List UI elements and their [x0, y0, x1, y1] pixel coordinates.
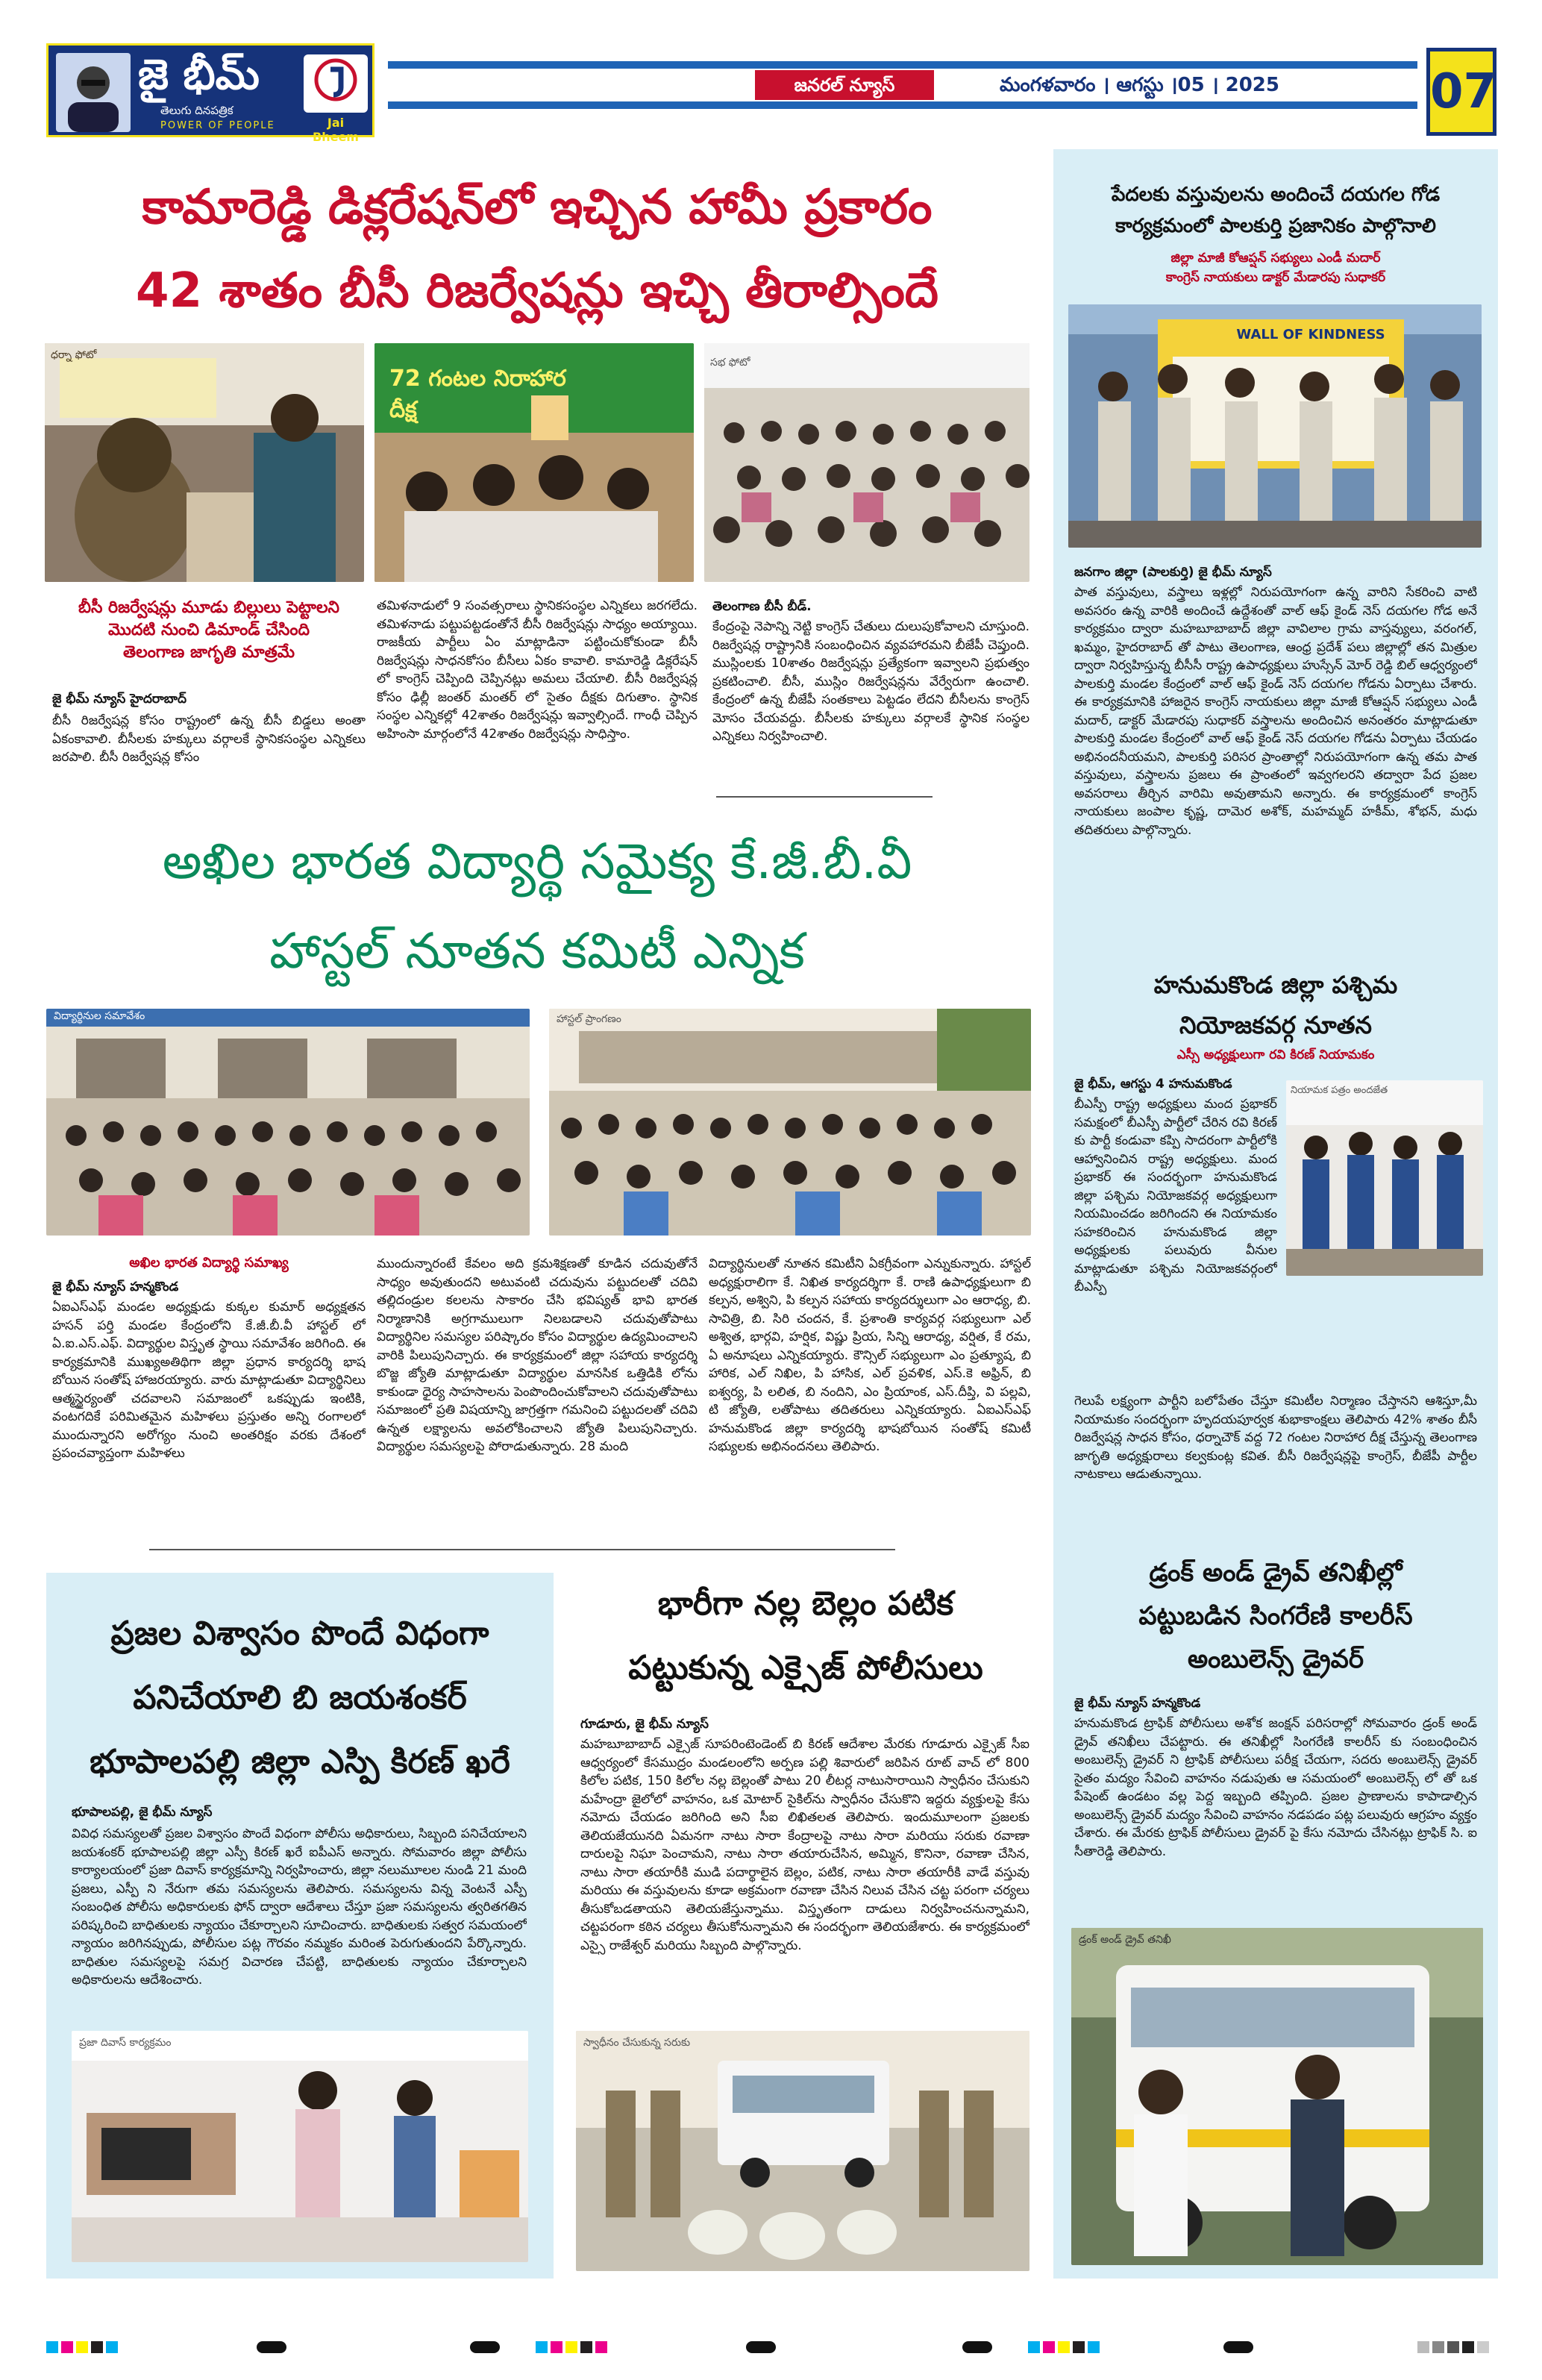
- lead-column-1: బీసీ రిజర్వేషన్ల కోసం రాష్ట్రంలో ఉన్న బీసీ బిడ్డలు అంతా ఏకంకావాలి. బీసీలకు హక్కులు వర్గాలకే స్థానికసంస్థల ఎన్నికలు జరపాలి. బీసీ రిజర్వేషన్ల కోసం: [52, 713, 366, 765]
- sp-photo: [72, 2031, 528, 2262]
- ambedkar-portrait-icon: [56, 53, 131, 132]
- issue-date: మంగళవారం । ఆగస్టు ।05 । 2025: [1000, 74, 1279, 96]
- right-story2-headline-a: హనుమకొండ జిల్లా పశ్చిమ: [1153, 971, 1398, 999]
- page-number: 07: [1426, 48, 1496, 136]
- logo-sub: POWER OF PEOPLE: [160, 120, 275, 131]
- student-photo-2: [549, 1009, 1031, 1236]
- lead-column-3: కేంద్రంపై నెపాన్ని నెట్టి కాంగ్రెస్ చేతులు దులుపుకోవాలని చూస్తుంది. రిజర్వేషన్ల రాష్ట్రానికి సంబంధించిన వ్యవహారమని బీజేపీ చెప్తుంది. ముస్లింలకు 10శాతం రిజర్వేషన్లు ప్రత్యేకంగా ఇవ్వాలని ప్రభుత్వం ప్రకటించాలి. బీసీ, ముస్లిం రిజర్వేషన్లను వేర్వేరుగా ఉంచాలి. కేంద్రంలో ఉన్న బీజేపీ సంతకాలు పెట్టడం లేదని బీసీలను కాంగ్రెస్ మోసం చేయవద్దు. బీసీలకు హక్కులు వర్గాలకే స్థానిక సంస్థల ఎన్నికలు నిర్వహించాలి.: [712, 619, 1029, 744]
- right-story3-byline: జై భీమ్ న్యూస్ హన్మకొండ: [1074, 1696, 1201, 1711]
- lead-byline-3: తెలంగాణ బీసీ బీడ్.: [712, 599, 812, 614]
- sp-headline-line3: భూపాలపల్లి జిల్లా ఎస్పి కిరణ్ ఖరే: [90, 1743, 510, 1781]
- lead-column-2: తమిళనాడులో 9 సంవత్సరాలు స్థానికసంస్థల ఎన్నికలు జరగలేదు. తమిళనాడు పట్టుపట్టడంతోనే బీసీ రిజర్వేషన్లు సాధ్యం అయ్యాయి. రాజకీయ పార్టీలు ఏం మాట్లాడినా పట్టించుకోకుండా బీసీ రిజర్వేషన్లు సాధనకోసం బీసీలు ఏకం కావాలి. కామారెడ్డి డిక్లరేషన్ లో కాంగ్రెస్ చెప్పింది చెప్పినట్లు అమలు చేయాలి. బీసీ రిజర్వేషన్ల కోసం ఢిల్లీ జంతర్ మంతర్ లో సైతం దీక్షకు దిగుతాం. స్థానిక సంస్థల ఎన్నికల్లో 42శాతం రిజర్వేషన్లు ఇవ్వాల్సిందే. గాంధీ చెప్పిన అహింసా మార్గంలోనే 42శాతం రిజర్వేషన్లు సాధిస్తాం.: [377, 598, 698, 742]
- section-label: జనరల్ న్యూస్: [755, 70, 934, 100]
- right-story1-sub-b: కాంగ్రెస్ నాయకులు డాక్టర్ మేడారపు సుధాకర్: [1165, 270, 1386, 285]
- student-photo-1-caption: విద్యార్థినుల సమావేశం: [54, 1010, 145, 1022]
- right-story3-headline-c: అంబులెన్స్ డ్రైవర్: [1187, 1644, 1364, 1674]
- student-byline: జై భీమ్ న్యూస్ హన్మకొండ: [52, 1280, 179, 1294]
- right-story1-photo-caption: WALL OF KINDNESS: [1236, 327, 1385, 342]
- jaggery-photo-caption: స్వాధీనం చేసుకున్న సరుకు: [583, 2037, 691, 2049]
- sp-photo-caption: ప్రజా దివాస్ కార్యక్రమం: [79, 2037, 172, 2049]
- right-story1-photo: [1068, 304, 1482, 548]
- logo-block: [46, 43, 374, 144]
- student-photo-2-caption: హాస్టల్ ప్రాంగణం: [557, 1013, 621, 1025]
- logo-title: జై భీమ్: [138, 51, 260, 99]
- lead-photo-1-caption: ధర్నా ఫోటో: [51, 349, 97, 361]
- right-story2-body-a: బీఎస్పీ రాష్ట్ర అధ్యక్షులు మంద ప్రభాకర్ సమక్షంలో బీఎస్పీ పార్టీలో చేరిన రవి కిరణ్ కు పార్టీ కండువా కప్పి సాదరంగా పార్టీలోకి ఆహ్వానించిన రాష్ట్ర అధ్యక్షులు. మంద ప్రభాకర్ ఈ సందర్భంగా హనుమకొండ జిల్లా పశ్చిమ నియోజకవర్గ అధ్యక్షులుగా నియమించడం జరిగిందని ఈ నియామకం సహకరించిన హనుమకొండ జిల్లా అధ్యక్షులకు పలువురు వీనుల మాట్లాడుతూ పశ్చిమ నియోజకవర్గంలో బీఎస్పీ: [1074, 1097, 1277, 1294]
- right-story3-photo-caption: డ్రంక్ అండ్ డ్రైవ్ తనిఖీ: [1079, 1934, 1171, 1946]
- right-story1-sub-a: జిల్లా మాజీ కోఆప్షన్ సభ్యులు ఎండీ మదార్: [1170, 251, 1381, 266]
- lead-kicker: బీసీ రిజర్వేషన్లు మూడు బిల్లులు పెట్టాలని మొదటి నుంచి డిమాండ్ చేసింది తెలంగాణ జాగృతి మాత్రమే: [78, 598, 339, 662]
- lead-photo-3-caption: సభ ఫోటో: [710, 357, 750, 369]
- jai-bheem-emblem-icon: [304, 54, 368, 113]
- right-story3-body: హనుమకొండ ట్రాఫిక్ పోలీసులు అశోక జంక్షన్ పరిసరాల్లో సోమవారం డ్రంక్ అండ్ డ్రైవ్ తనిఖీలు చేపట్టారు. ఈ తనిఖీల్లో సింగరేణి కాలరీస్ కు సంబంధించిన అంబులెన్స్ డ్రైవర్ ని ట్రాఫిక్ పోలీసులు పరీక్ష చేయగా, సదరు అంబులెన్స్ డ్రైవర్ సైతం మద్యం సేవించి వాహనం నడుపుతు ఆ సమయంలో అంబులెన్స్ లో తో ఒక పేషెంట్ ఉండటం వల్ల పెద్ద ఇబ్బంది తప్పింది. ప్రజల ప్రాణాలను కాపాడాల్సిన అంబులెన్స్ డ్రైవర్ మద్యం సేవించి వాహనం నడపడం పట్ల పలువురు ఆగ్రహం వ్యక్తం చేశారు. ఈ మేరకు ట్రాఫిక్ పోలీసులు డ్రైవర్ పై కేసు నమోదు చేసినట్లు ట్రాఫిక్ సి. ఐ సీతారెడ్డి తెలిపారు.: [1074, 1716, 1477, 1859]
- logo-small: Jai Bheem: [313, 116, 359, 144]
- right-story2-body-b: గెలుపే లక్ష్యంగా పార్టీని బలోపేతం చేస్తూ కమిటీల నిర్మాణం చేస్తానని ఆశిస్తూ,మీ నియామకం సందర్భంగా హృదయపూర్వక శుభాకాంక్షలు తెలిపారు 42% శాతం బీసీ రిజర్వేషన్ల సాధన కోసం, ధర్నాచౌక్ వద్ద 72 గంటల నిరాహార దీక్ష చేస్తున్న తెలంగాణ జాగృతి అధ్యక్షురాలు కల్వకుంట్ల కవిత. బీసీ రిజర్వేషన్లపై కాంగ్రెస్, బీజేపీ పార్టీల నాటకాలు ఆడుతున్నాయి.: [1074, 1394, 1477, 1482]
- right-story3-headline-b: పట్టుబడిన సింగరేణి కాలరీస్: [1138, 1601, 1413, 1631]
- student-photo-1: [46, 1009, 530, 1236]
- sp-body: వివిధ సమస్యలతో ప్రజల విశ్వాసం పొందే విధంగా పోలీసు అధికారులు, సిబ్బంది పనిచేయాలని జయశంకర్ భూపాలపల్లి జిల్లా ఎస్పీ కిరణ్ ఖరే ఐపీఎస్ అన్నారు. సోమవారం జిల్లా పోలీసు కార్యాలయంలో ప్రజా దివాస్ కార్యక్రమాన్ని నిర్వహించారు, జిల్లా నలుమూలల నుండి 21 మంది ప్రజలు, ఎస్పీ ని నేరుగా తమ సమస్యలను తెలిపారు. సమస్యలను విన్న వెంటనే ఎస్పీ సంబంధిత పోలీసు అధికారులకు ఫోన్ ద్వారా ఆదేశాలు చేస్తూ ప్రజా సమస్యలను త్వరితగతిన పరిష్కరించి బాధితులకు న్యాయం చేకూర్చాలని సూచించారు. బాధితులకు సత్వర సమయంలో న్యాయం జరిగినప్పుడు, పోలీసుల పట్ల గౌరవం నమ్మకం మరింత పెరుగుతుందని పేర్కొన్నారు. బాధితుల సమస్యలపై సమగ్ర విచారణ చేపట్టి, బాధితులకు న్యాయం చేకూర్చాలని అధికారులను ఆదేశించారు.: [72, 1826, 527, 1988]
- lead-byline-1: జై భీమ్ న్యూస్ హైదరాబాద్: [52, 692, 187, 707]
- right-story2-photo: [1286, 1080, 1483, 1276]
- right-story3-headline-a: డ్రంక్ అండ్ డ్రైవ్ తనిఖీల్లో: [1149, 1558, 1402, 1588]
- logo-tagline: తెలుగు దినపత్రిక: [160, 104, 234, 117]
- lead-photo-1: [45, 343, 364, 582]
- jaggery-body: మహబూబాబాద్ ఎక్సైజ్ సూపరింటెండెంట్ బి కిరణ్ ఆదేశాల మేరకు గూడూరు ఎక్సైజ్ సీఐ ఆధ్వర్యంలో కేసముద్రం మండలంలోని అర్పణ పల్లి శివారులో జరిపిన రూట్ వాచ్ లో 800 కిలోల పటిక, 150 కిలోల నల్ల బెల్లంతో పాటు 20 లీటర్ల నాటుసారాయిని స్వాధీనం చేసుకుని మహేంద్రా జైలోలో వాహనం, ఒక మోటార్ సైకిల్‌ను స్వాధీనం చేసుకొని ఇద్దరు వ్యక్తులపై కేసు నమోదు చేయడం జరిగింది అని సీఐ లిఖితలత తెలిపారు. ఇందుమూలంగా ప్రజలకు తెలియజేయునది ఏమనగా నాటు సారా కేంద్రాలపై నాటు సారా మరియు సరుకు రవాణా దారులపై నిఘా పెంచామని, నాటు సారా తయారుచేసిన, అమ్మిన, కొనినా, రవాణా చేసిన, నాటు సారా తయారీకి ముడి పదార్థాలైన బెల్లం, పటిక, నాటు సారా తయారీకి వాడే వస్తువు మరియు ఈ వస్తువులను కూడా అక్రమంగా రవాణా చేసిన నిలువ చేసిన చట్ట పరంగా చర్యలు తీసుకోబడతాయని తెలియజేస్తున్నాము. విస్తృతంగా దాడులు నిర్వహించనున్నామని, చట్టపరంగా కఠిన చర్యలు తీసుకోనున్నామని ఈ సందర్భంగా తెలియజేశారు. ఈ కార్యక్రమంలో ఎస్సై రాజేశ్వర్ మరియు సిబ్బంది పాల్గొన్నారు.: [580, 1737, 1029, 1953]
- right-story1-headline: పేదలకు వస్తువులను అందించే దయగల గోడ కార్యక్రమంలో పాలకుర్తి ప్రజానికం పాల్గొనాలి: [1111, 184, 1441, 237]
- registration-marks: [0, 2328, 1542, 2365]
- student-kicker: అఖిల భారత విద్యార్థి సమాఖ్య: [129, 1255, 289, 1271]
- jaggery-photo: [576, 2031, 1029, 2271]
- right-story2-headline-b: నియోజకవర్గ నూతన: [1179, 1011, 1373, 1039]
- jaggery-byline: గూడూరు, జై భీమ్ న్యూస్: [580, 1717, 709, 1732]
- student-divider: [149, 1549, 895, 1550]
- lead-photo-2: [374, 343, 694, 582]
- sp-headline-line2: పనిచేయాలి బి జయశంకర్: [133, 1679, 467, 1717]
- student-headline-line2: హాస్టల్ నూతన కమిటీ ఎన్నిక: [269, 922, 805, 980]
- lead-headline-line2: 42 శాతం బీసీ రిజర్వేషన్లు ఇచ్చి తీరాల్సిందే: [136, 263, 938, 319]
- lead-divider: [716, 796, 933, 798]
- masthead: [0, 0, 1542, 149]
- sp-headline-line1: ప్రజల విశ్వాసం పొందే విధంగా: [110, 1615, 489, 1653]
- lead-headline-line1: కామారెడ్డి డిక్లరేషన్‌లో ఇచ్చిన హామీ ప్రకారం: [142, 180, 933, 235]
- right-story2-photo-caption: నియామక పత్రం అందజేత: [1291, 1085, 1388, 1096]
- right-story2-sub: ఎస్సీ అధ్యక్షులుగా రవి కిరణ్ నియామకం: [1176, 1047, 1375, 1062]
- student-column-2: ముందున్నారంటే కేవలం అది క్రమశిక్షణతో కూడిన చదువుతోనే సాధ్యం అవుతుందని అటువంటి చదువును పట్టుదలతో చదివి తల్లిదండ్రుల కలలను సాకారం చేసి భవిష్యత్ భావి భారత నిర్మాణానికి అగ్రగాములుగా నిలబడాలని చదువుతోపాటు విద్యార్థినిల సమస్యల పరిష్కారం కోసం విద్యార్థుల ఉద్యమించాలని వారికి పిలుపునిచ్చారు. ఈ కార్యక్రమంలో జిల్లా సహాయ కార్యదర్శి బొజ్జ జ్యోతి మాట్లాడుతూ విద్యార్థుల మానసిక ఒత్తిడికి లోను కాకుండా ధైర్య సాహసాలను పెంపొందించుకోవాలని చదువుతోపాటు సమాజంలో ప్రతి విషయాన్ని జాగ్రత్తగా గమనించి పట్టుదలతో చదివి ఉన్నత లక్ష్యాలను అవలోకించాలని జ్యోతి పిలుపునిచ్చారు. విద్యార్థుల సమస్యలపై పోరాడుతున్నారు. 28 మంది: [377, 1256, 698, 1454]
- student-column-1: ఏఐఎస్ఎఫ్ మండల అధ్యక్షుడు కుక్కల కుమార్ అధ్యక్షతన హసన్ పర్తి మండల కేంద్రంలోని కే.జీ.బీ.వీ హాస్టల్ లో ఏ.ఐ.ఎస్.ఎఫ్. విద్యార్థుల విస్తృత స్థాయి సమావేశం జరిగింది. ఈ కార్యక్రమానికి ముఖ్యఅతిథిగా జిల్లా ప్రధాన కార్యదర్శి భాష బోయిన సంతోష్ హాజరయ్యారు. వారు మాట్లాడుతూ విద్యార్థినిలు ఆత్మస్థైర్యంతో చదవాలని సమాజంలో ఒకప్పుడు ఇంటికి, వంటగదికే పరిమితమైన మహిళలు ప్రస్తుతం అన్ని రంగాలలో ముందున్నారని అరోగ్యం నుంచి అంతరిక్షం వరకు దేశంలో ప్రపంచవ్యాప్తంగా మహిళలు: [52, 1300, 366, 1461]
- lead-photo-2-caption: 72 గంటల నిరాహార దీక్ష: [389, 366, 566, 423]
- jaggery-headline-line1: భారీగా నల్ల బెల్లం పటిక: [657, 1585, 954, 1623]
- sp-byline: భూపాలపల్లి, జై భీమ్ న్యూస్: [72, 1805, 213, 1820]
- student-column-3: విద్యార్థినులతో నూతన కమిటీని ఏకగ్రీవంగా ఎన్నుకున్నారు. హాస్టల్ అధ్యక్షురాలిగా కే. నిఖిత కార్యదర్శిగా కే. రాణి ఉపాధ్యక్షులుగా బి కల్పన, అశ్విని, పి కల్పన సహాయ కార్యదర్శులుగా ఎం ఆరాధ్య, బి. సావిత్రి, బి. సిరి చందన, కే. ప్రశాంతి కార్యవర్గ సభ్యులుగా ఎల్ అశ్విత, భార్గవి, హర్షిక, విష్ణు ప్రియ, సిన్ని ఆరాధ్య, వర్షిత, కే రమ, ఏ అనూషలు ఎన్నికయ్యారు. కౌన్సిల్ సభ్యులుగా ఎం ప్రత్యూష, బి హారిక, ఎల్ నిఖిల, పి హాసిక, ఎల్ ప్రవళిక, ఎస్.కె అఫ్రిన్, బి ఐశ్వర్య, పి లలిత, బి నందిని, ఎం ప్రియాంక, ఎస్.దీప్తి, వి పల్లవి, టి జ్యోతి, లతోపాటు తదితరులు ఎన్నికయ్యారు. ఏఐఎస్ఎఫ్ హనుమకొండ జిల్లా కార్యదర్శి భాషబోయిన సంతోష్ కమిటీ సభ్యులకు అభినందనలు తెలిపారు.: [709, 1256, 1031, 1454]
- jaggery-headline-line2: పట్టుకున్న ఎక్సైజ్ పోలీసులు: [628, 1649, 983, 1687]
- right-story2-byline: జై భీమ్, ఆగస్టు 4 హనుమకొండ: [1074, 1077, 1232, 1092]
- right-story1-body: పాత వస్తువులు, వస్త్రాలు ఇళ్లల్లో నిరుపయోగంగా ఉన్న వారిని సేకరించి వాటి అవసరం ఉన్న వారికి అందించే ఉద్దేశంతో వాల్ ఆఫ్ కైండ్ నెస్ దయగల గోడ అనే కార్యక్రమం ద్వారా మహబూబాబాద్ జిల్లా వావిలాల గ్రామ వాస్తవ్యులు, వరంగల్, ఖమ్మం, హైదరాబాద్ తో పాటు తెలంగాణ, ఆంధ్ర ప్రదేశ్ పలు జిల్లాల్లో తన మిత్రుల ద్వారా నిర్వహిస్తున్న బీసీసీ రాష్ట్ర ఉపాధ్యక్షులు హుస్సేన్ మోర్ రెడ్డి బిల్ ఆధ్వర్యంలో పాలకుర్తి మండల కేంద్రంలో వాల్ ఆఫ్ కైండ్ నెస్ దయగల గోడను ఏర్పాటు చేశారు. ఈ కార్యక్రమానికి హాజరైన కాంగ్రెస్ నాయకులు జిల్లా మాజీ కోఆప్షన్ సభ్యులు ఎండీ మదార్, డాక్టర్ మేడారపు సుధాకర్ వస్త్రాలను అందించిన అనంతరం మాట్లాడుతూ పాలకుర్తి మండల కేంద్రంలో వాల్ ఆఫ్ కైండ్ నెస్ దయగల గోడను ఏర్పాటు చేయడం అభినందనీయమని, పాలకుర్తి పరిసర ప్రాంతాల్లో నిరుపయోగంగా ఉన్న తమ పాత వస్తువులు, వస్త్రాలను ప్రజలు ఈ ప్రాంతంలో ఇవ్వగలరని తద్వారా పేద ప్రజల అవసరాలు తీర్చిన వారిమి అవుతామని అన్నారు. ఈ కార్యక్రమంలో కాంగ్రెస్ నాయకులు జంపాల కృష్ణ, దామెర అశోక్, మహమ్మద్ హకీమ్, శోభన్, మధు తదితరులు పాల్గొన్నారు.: [1074, 585, 1477, 838]
- right-story1-byline: జనగాం జిల్లా (పాలకుర్తి) జై భీమ్ న్యూస్: [1074, 565, 1272, 580]
- lead-photo-3: [704, 343, 1029, 582]
- right-story3-photo: [1071, 1928, 1483, 2265]
- student-headline-line1: అఖిల భారత విద్యార్థి సమైక్య కే.జీ.బీ.వీ: [162, 833, 912, 890]
